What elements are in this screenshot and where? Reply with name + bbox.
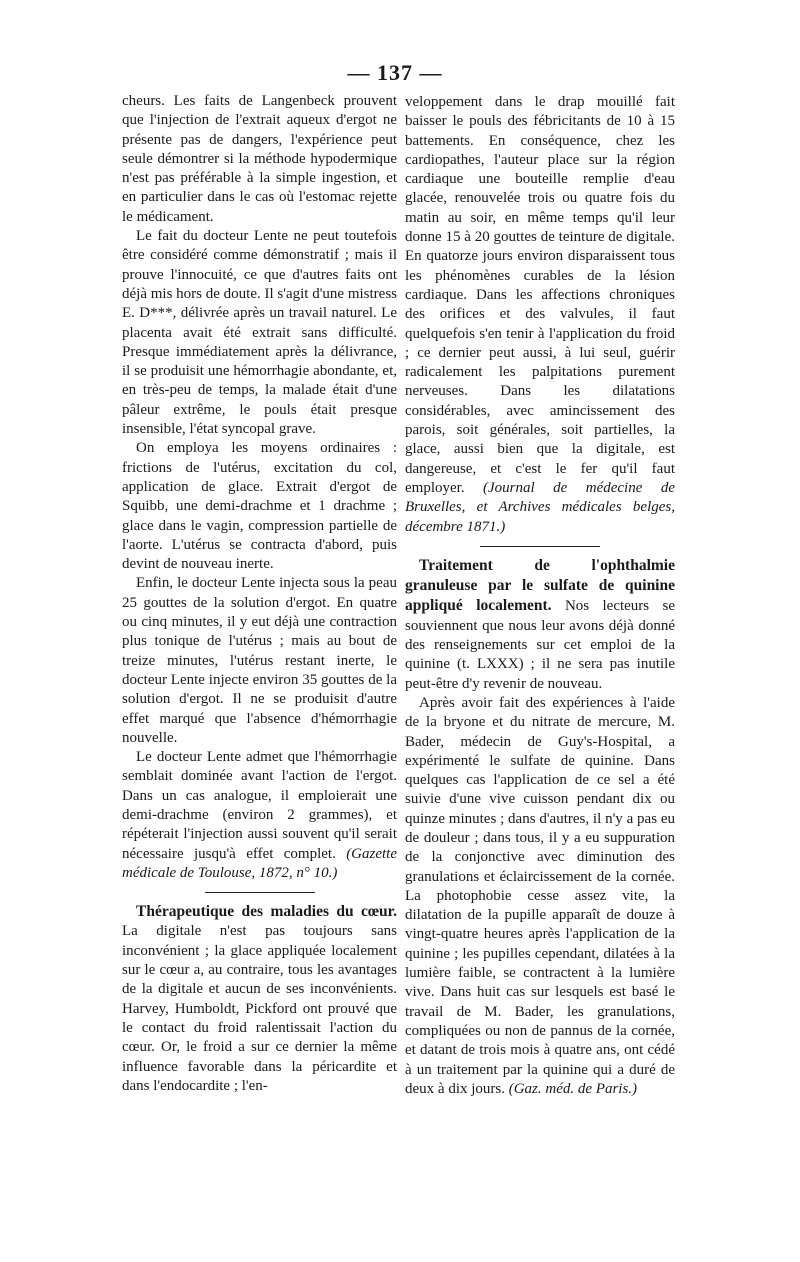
paragraph-heart-diseases bbox=[122, 902, 397, 1096]
section-heading-ophthalmia: Traitement de l'ophthalmie granuleuse par le sulfate de quinine appliqué localement. bbox=[405, 556, 675, 615]
paragraph-conclusion bbox=[122, 748, 397, 883]
right-column bbox=[405, 93, 675, 1099]
paragraph-injection: Enfin, le docteur Lente injecta sous la peau 25 gouttes de la solution d'ergot. En quatre ou cinq minutes, il y eut déjà une contraction plus tonique de l'utérus ; mais au bout de treize minutes, l'utérus restant inerte, le docteur Lente injecte environ 35 gouttes de la solution d'ergot. Il ne se produisit d'autre effet marqué que l'absence d'hémorrhagie nouvelle. bbox=[122, 575, 397, 746]
paragraph-conclusion-text: Le docteur Lente admet que l'hémorrhagie semblait dominée avant l'action de l'ergot. Dans un cas analogue, il emploierait une demi-drachme (environ 2 grammes), et répéterait l'injection aussi souvent qu'il serait nécessaire jusqu'à effet complet. bbox=[122, 749, 397, 862]
paragraph-heart-continued bbox=[405, 93, 675, 537]
paragraph-lente-case: Le fait du docteur Lente ne peut toutefois être considéré comme démonstratif ; mais il prouve l'innocuité, ce que d'autres faits ont déjà mis hors de doute. Il s'agit d'une mistress E. D***, délivrée après un travail naturel. Le placenta avait été extrait sans difficulté. Presque immédiatement après la délivrance, il se produisit une hémorrhagie abondante, et, en très-peu de temps, la malade était d'une pâleur extrême, le pouls était presque insensible, l'état syncopal grave. bbox=[122, 228, 397, 438]
reference-journal-bruxelles: (Journal de médecine de Bruxelles, et Archives médicales belges, décembre 1871.) bbox=[405, 479, 675, 535]
paragraph-ophthalmia bbox=[405, 556, 675, 694]
paragraph-continued: cheurs. Les faits de Langenbeck prouvent que l'injection de l'extrait aqueux d'ergot ne présente pas de dangers, l'expérience peut seule démontrer si la méthode hypodermique n'est pas préférable à la simple ingestion, et en particulier dans le cas où l'estomac rejette le médicament. bbox=[122, 93, 397, 225]
paragraph-heart-text: La digitale n'est pas toujours sans inconvénient ; la glace appliquée localement sur le cœur a, au contraire, tous les avantages de la digitale et aucun de ses inconvénients. Harvey, Humboldt, Pickford ont prouvé que le contact du froid ralentissait l'action du cœur. Or, le froid a sur ce dernier la même influence favorable dans la péricardite et dans l'endocardite ; l'en- bbox=[122, 923, 397, 1094]
paragraph-heart-continued-text: veloppement dans le drap mouillé fait baisser le pouls des fébricitants de 10 à 15 battements. En conséquence, chez les cardiopathes, l'auteur place sur la région cardiaque une bouteille remplie d'eau glacée, renouvelée trois ou quatre fois du matin au soir, en même temps qu'il leur donne 15 à 20 gouttes de teinture de digitale. En quatorze jours environ disparaissent tous les phénomènes curables de la lésion cardiaque. Dans les affections chroniques des orifices et des valvules, il faut quelquefois s'en tenir à l'application du froid ; ce dernier peut aussi, à lui seul, guérir radicalement les palpitations purement nerveuses. Dans les dilatations considérables, avec amincissement des parois, soit générales, soit partielles, la glace, aussi bien que la digitale, est dangereuse, et c'est le fer qu'il faut employer. bbox=[405, 94, 675, 496]
left-column bbox=[122, 92, 397, 1096]
section-divider bbox=[480, 546, 600, 547]
paragraph-bader-experiments bbox=[405, 694, 675, 1099]
paragraph-ophthalmia-text: Nos lecteurs se souviennent que nous leur avons déjà donné des renseignements sur cet emploi de la quinine (t. LXXX) ; il ne sera pas inutile peut-être d'y revenir de nouveau. bbox=[405, 598, 676, 692]
paragraph-bader-text: Après avoir fait des expériences à l'aide de la bryone et du nitrate de mercure, M. Bader, médecin de Guy's-Hospital, a expérimenté le sulfate de quinine. Dans quelques cas l'application de ce sel a été suivie d'une vive cuisson pendant dix ou quinze minutes ; dans d'autres, il n'y a pas eu de douleur ; dans tous, il y a eu suppuration de la conjonctive avec diminution des granulations et éclaircissement de la cornée. La photophobie cesse assez vite, la dilatation de la pupille apparaît de douze à vingt-quatre heures après l'application de la quinine ; les pupilles cependant, dilatées à la lumière faible, se contractent à la lumière vive. Dans huit cas sur lesquels est basé le travail de M. Bader, les granulations, compliquées ou non de pannus de la cornée, et datant de trois mois à quatre ans, ont cédé à un traitement par la quinine qui a duré de deux à dix jours. bbox=[405, 694, 675, 1097]
section-divider bbox=[205, 892, 315, 893]
reference-gaz-med-paris: (Gaz. méd. de Paris.) bbox=[508, 1080, 638, 1097]
section-heading-heart: Thérapeutique des maladies du cœur. bbox=[136, 903, 397, 921]
paragraph-treatment: On employa les moyens ordinaires : frictions de l'utérus, excitation du col, application de glace. Extrait d'ergot de Squibb, une demi-drachme et 1 drachme ; glace dans le vagin, compression partielle de l'aorte. L'utérus se contracta d'abord, puis devint de nouveau inerte. bbox=[122, 440, 397, 573]
page-number: — 137 — bbox=[347, 60, 443, 85]
reference-gazette-toulouse: (Gazette médicale de Toulouse, 1872, n° 10.) bbox=[122, 845, 398, 881]
